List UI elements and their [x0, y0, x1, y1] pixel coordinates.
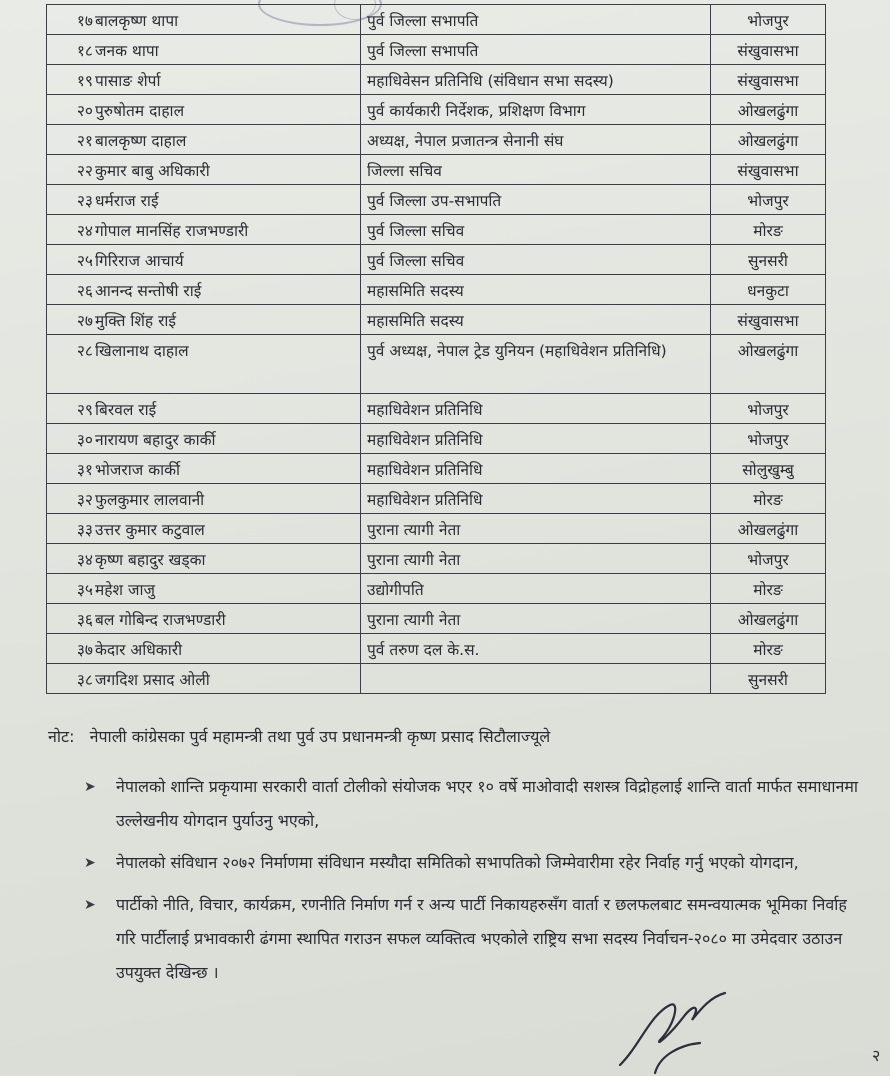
position-cell — [361, 544, 711, 574]
member-name: फुलकुमार लालवानी — [95, 491, 205, 509]
position-cell — [361, 185, 711, 215]
position-cell — [361, 65, 711, 95]
table-row — [47, 574, 826, 604]
table-row — [47, 305, 826, 335]
member-position: पुर्व कार्यकारी निर्देशक, प्रशिक्षण विभाग — [367, 102, 586, 120]
member-position: महासमिति सदस्य — [367, 312, 464, 330]
member-name: गोपाल मानसिंह राजभण्डारी — [95, 222, 249, 240]
member-position: अध्यक्ष, नेपाल प्रजातन्त्र सेनानी संघ — [367, 132, 564, 150]
member-cell — [47, 95, 361, 125]
member-district: धनकुटा — [747, 282, 789, 300]
position-cell — [361, 155, 711, 185]
member-district: ओखलढुंगा — [737, 521, 799, 539]
member-district: संखुवासभा — [737, 312, 799, 330]
member-position — [367, 664, 704, 670]
serial-number: १८ — [76, 42, 93, 60]
note-text: नेपाली कांग्रेसका पुर्व महामन्त्री तथा पुर्व उप प्रधानमन्त्री कृष्ण प्रसाद सिटौलाज्यूले — [89, 727, 551, 746]
position-cell — [361, 634, 711, 664]
table-row — [47, 95, 826, 125]
serial-number: ३४ — [76, 551, 93, 569]
member-name: नारायण बहादुर कार्की — [95, 431, 216, 449]
serial-number: २३ — [76, 192, 93, 210]
note-bullet-text: पार्टीको नीति, विचार, कार्यक्रम, रणनीति निर्माण गर्न र अन्य पार्टी निकायहरुसँग वार्ता र छलफलबाट समन्वयात्मक भूमिका निर्वाह गरि पार्टीलाई प्रभावकारी ढंगमा स्थापित गराउन सफल व्यक्तित्व भएकोले राष्ट्रिय सभा सदस्य निर्वाचन-२०८० मा उमेदवार उठाउन उपयुक्त देखिन्छ । — [116, 895, 847, 982]
member-cell — [47, 5, 361, 35]
member-district: मोरङ — [753, 581, 783, 599]
member-position: महाधिवेसन प्रतिनिधि (संविधान सभा सदस्य) — [367, 72, 614, 90]
member-district: सुनसरी — [748, 671, 788, 689]
position-cell — [361, 335, 711, 394]
member-position: उद्योगीपति — [367, 581, 424, 599]
member-district: भोजपुर — [747, 551, 789, 569]
district-cell — [711, 484, 826, 514]
member-district: सुनसरी — [748, 252, 788, 270]
position-cell — [361, 424, 711, 454]
serial-number: २१ — [76, 132, 93, 150]
district-cell — [711, 155, 826, 185]
member-cell — [47, 574, 361, 604]
member-cell — [47, 394, 361, 424]
member-name: मुक्ति शिंह राई — [95, 312, 177, 330]
position-cell — [361, 125, 711, 155]
member-name: जनक थापा — [95, 42, 159, 60]
note-bullet — [84, 770, 864, 838]
table-row — [47, 215, 826, 245]
member-position: महाधिवेशन प्रतिनिधि — [367, 401, 483, 419]
district-cell — [711, 95, 826, 125]
member-district: ओखलढुंगा — [737, 132, 799, 150]
member-position: पुर्व तरुण दल के.स. — [367, 641, 480, 659]
member-name: पासाङ शेर्पा — [95, 72, 161, 90]
member-cell — [47, 514, 361, 544]
member-name: कृष्ण बहादुर खड्का — [95, 551, 206, 569]
member-district: सोलुखुम्बु — [742, 461, 794, 479]
member-name: पुरुषोतम दाहाल — [95, 102, 185, 120]
member-name: महेश जाजु — [95, 581, 155, 599]
member-district: भोजपुर — [747, 192, 789, 210]
serial-number: ३५ — [76, 581, 93, 599]
arrow-bullet-icon: ➤ — [84, 779, 96, 795]
serial-number: ३० — [76, 431, 93, 449]
position-cell — [361, 35, 711, 65]
member-cell — [47, 215, 361, 245]
district-cell — [711, 65, 826, 95]
member-cell — [47, 185, 361, 215]
serial-number: २६ — [76, 282, 93, 300]
member-cell — [47, 275, 361, 305]
position-cell — [361, 484, 711, 514]
member-district: भोजपुर — [747, 401, 789, 419]
serial-number: १९ — [76, 72, 93, 90]
district-cell — [711, 544, 826, 574]
serial-number: ३७ — [76, 641, 93, 659]
member-position: जिल्ला सचिव — [367, 162, 442, 180]
member-position: महाधिवेशन प्रतिनिधि — [367, 461, 483, 479]
district-cell — [711, 185, 826, 215]
member-name: जगदिश प्रसाद ओली — [95, 671, 210, 689]
arrow-bullet-icon: ➤ — [84, 897, 96, 913]
serial-number: ३३ — [76, 521, 93, 539]
position-cell — [361, 664, 711, 694]
serial-number: २२ — [76, 162, 93, 180]
member-district: भोजपुर — [747, 431, 789, 449]
serial-number: २८ — [76, 342, 93, 360]
note-bullet — [84, 846, 864, 880]
page-number: २ — [872, 1046, 881, 1065]
member-cell — [47, 424, 361, 454]
member-cell — [47, 155, 361, 185]
position-cell — [361, 275, 711, 305]
member-name: गिरिराज आचार्य — [95, 252, 184, 270]
member-position: पुराना त्यागी नेता — [367, 521, 461, 539]
table-row — [47, 634, 826, 664]
member-cell — [47, 65, 361, 95]
member-district: संखुवासभा — [737, 72, 799, 90]
member-cell — [47, 544, 361, 574]
member-district: मोरङ — [753, 491, 783, 509]
district-cell — [711, 424, 826, 454]
district-cell — [711, 634, 826, 664]
district-cell — [711, 305, 826, 335]
member-table — [46, 4, 826, 694]
member-name: बल गोबिन्द राजभण्डारी — [95, 611, 226, 629]
district-cell — [711, 574, 826, 604]
serial-number: ३८ — [76, 671, 93, 689]
table-row — [47, 604, 826, 634]
serial-number: ३६ — [76, 611, 93, 629]
member-position: पुर्व जिल्ला सभापति — [367, 42, 479, 60]
position-cell — [361, 95, 711, 125]
district-cell — [711, 335, 826, 394]
member-position: पुराना त्यागी नेता — [367, 611, 461, 629]
position-cell — [361, 574, 711, 604]
member-district: संखुवासभा — [737, 162, 799, 180]
position-cell — [361, 305, 711, 335]
member-name: केदार अधिकारी — [95, 641, 183, 659]
position-cell — [361, 394, 711, 424]
member-position: पुर्व अध्यक्ष, नेपाल ट्रेड युनियन (महाधिवेशन प्रतिनिधि) — [367, 342, 667, 360]
member-position: महाधिवेशन प्रतिनिधि — [367, 431, 483, 449]
note-bullets — [84, 770, 864, 998]
table-row — [47, 424, 826, 454]
member-name: बालकृष्ण दाहाल — [95, 132, 187, 150]
position-cell — [361, 245, 711, 275]
table-row — [47, 185, 826, 215]
serial-number: १७ — [76, 12, 93, 30]
member-district: संखुवासभा — [737, 42, 799, 60]
table-row — [47, 245, 826, 275]
member-cell — [47, 604, 361, 634]
table-row — [47, 155, 826, 185]
member-name: आनन्द सन्तोषी राई — [95, 282, 202, 300]
member-position: महासमिति सदस्य — [367, 282, 464, 300]
handwritten-signature — [600, 985, 740, 1075]
member-cell — [47, 35, 361, 65]
member-name: बालकृष्ण थापा — [95, 12, 179, 30]
member-district: मोरङ — [753, 222, 783, 240]
table-row — [47, 5, 826, 35]
table-row — [47, 544, 826, 574]
note-bullet-text: नेपालको संविधान २०७२ निर्माणमा संविधान मस्यौदा समितिको सभापतिको जिम्मेवारीमा रहेर निर्वाह गर्नु भएको योगदान, — [116, 853, 799, 872]
district-cell — [711, 664, 826, 694]
arrow-bullet-icon: ➤ — [84, 855, 96, 871]
table-row — [47, 514, 826, 544]
district-cell — [711, 35, 826, 65]
serial-number: २५ — [76, 252, 93, 270]
member-name: बिरवल राई — [95, 401, 157, 419]
district-cell — [711, 514, 826, 544]
member-cell — [47, 335, 361, 394]
member-name: भोजराज कार्की — [95, 461, 181, 479]
table-row — [47, 275, 826, 305]
district-cell — [711, 215, 826, 245]
note-bullet — [84, 888, 864, 990]
district-cell — [711, 125, 826, 155]
position-cell — [361, 215, 711, 245]
table-row — [47, 335, 826, 394]
district-cell — [711, 5, 826, 35]
member-position: पुर्व जिल्ला सचिव — [367, 252, 465, 270]
serial-number: २७ — [76, 312, 93, 330]
district-cell — [711, 245, 826, 275]
member-district: ओखलढुंगा — [737, 611, 799, 629]
member-cell — [47, 484, 361, 514]
member-cell — [47, 125, 361, 155]
member-district: ओखलढुंगा — [737, 102, 799, 120]
table-row — [47, 454, 826, 484]
member-name: कुमार बाबु अधिकारी — [95, 162, 210, 180]
member-name: उत्तर कुमार कटुवाल — [95, 521, 205, 539]
district-cell — [711, 275, 826, 305]
note-section — [48, 722, 868, 752]
member-district: मोरङ — [753, 641, 783, 659]
member-cell — [47, 664, 361, 694]
member-name: धर्मराज राई — [95, 192, 159, 210]
member-cell — [47, 305, 361, 335]
serial-number: ३२ — [76, 491, 93, 509]
member-position: पुर्व जिल्ला सभापति — [367, 12, 479, 30]
serial-number: २४ — [76, 222, 93, 240]
district-cell — [711, 454, 826, 484]
note-label: नोट: — [48, 727, 75, 746]
serial-number: ३१ — [76, 461, 93, 479]
table-row — [47, 394, 826, 424]
position-cell — [361, 5, 711, 35]
table-row — [47, 35, 826, 65]
district-cell — [711, 604, 826, 634]
serial-number: २९ — [76, 401, 93, 419]
member-position: पुर्व जिल्ला उप-सभापति — [367, 192, 502, 210]
member-position: पुराना त्यागी नेता — [367, 551, 461, 569]
member-district: ओखलढुंगा — [737, 342, 799, 360]
table-row — [47, 65, 826, 95]
member-cell — [47, 454, 361, 484]
member-district: भोजपुर — [747, 12, 789, 30]
member-cell — [47, 634, 361, 664]
table-row — [47, 664, 826, 694]
member-position: महाधिवेशन प्रतिनिधि — [367, 491, 483, 509]
serial-number: २० — [76, 102, 93, 120]
table-row — [47, 484, 826, 514]
member-cell — [47, 245, 361, 275]
note-bullet-text: नेपालको शान्ति प्रकृयामा सरकारी वार्ता टोलीको संयोजक भएर १० वर्षे माओवादी सशस्त्र विद्रोहलाई शान्ति वार्ता मार्फत समाधानमा उल्लेखनीय योगदान पुर्याउनु भएको, — [116, 777, 859, 830]
member-name: खिलानाथ दाहाल — [95, 342, 189, 360]
table-row — [47, 125, 826, 155]
district-cell — [711, 394, 826, 424]
member-position: पुर्व जिल्ला सचिव — [367, 222, 465, 240]
position-cell — [361, 514, 711, 544]
position-cell — [361, 604, 711, 634]
position-cell — [361, 454, 711, 484]
